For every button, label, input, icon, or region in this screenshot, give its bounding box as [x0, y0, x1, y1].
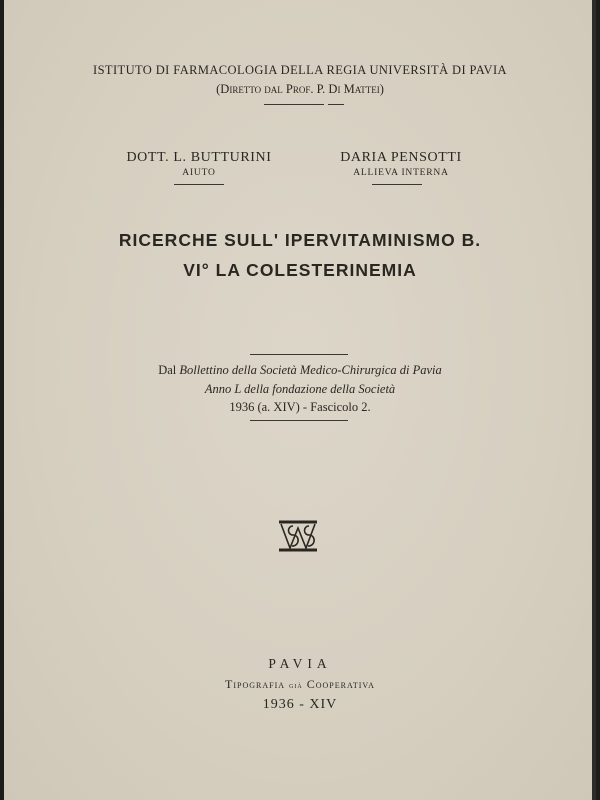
author-name: DOTT. L. BUTTURINI — [126, 150, 272, 165]
author-name: DARIA PENSOTTI — [340, 150, 462, 165]
imprint-city: PAVIA — [268, 656, 332, 671]
document-page — [4, 0, 596, 800]
title-line-1: RICERCHE SULL' IPERVITAMINISMO B. — [118, 230, 482, 250]
author-role: AIUTO — [182, 168, 216, 178]
source-line-3: 1936 (a. XIV) - Fascicolo 2. — [229, 400, 371, 414]
divider — [328, 104, 344, 105]
source-prefix: Dal — [158, 363, 177, 377]
source-line-1 — [4, 363, 596, 378]
divider — [250, 354, 348, 355]
author-role: ALLIEVA INTERNA — [353, 168, 449, 178]
institute-director: (Diretto dal Prof. P. Di Mattei) — [216, 82, 384, 96]
imprint-year: 1936 - XIV — [262, 697, 338, 712]
title-line-2: VI° LA COLESTERINEMIA — [183, 260, 417, 280]
institute-heading: ISTITUTO DI FARMACOLOGIA DELLA REGIA UNIVERSITÀ DI PAVIA — [93, 63, 507, 77]
source-line-2: Anno L della fondazione della Società — [204, 382, 396, 396]
divider — [250, 420, 348, 421]
printer-name-small: già — [289, 681, 303, 690]
divider — [264, 104, 324, 105]
printer-name-suffix: Cooperativa — [306, 677, 375, 691]
divider — [372, 184, 422, 185]
divider — [174, 184, 224, 185]
printer-name-prefix: Tipografia — [225, 677, 286, 691]
source-journal: Bollettino della Società Medico-Chirurgica di Pavia — [179, 363, 442, 377]
printer-monogram-icon — [276, 520, 320, 552]
imprint-printer — [4, 677, 596, 692]
